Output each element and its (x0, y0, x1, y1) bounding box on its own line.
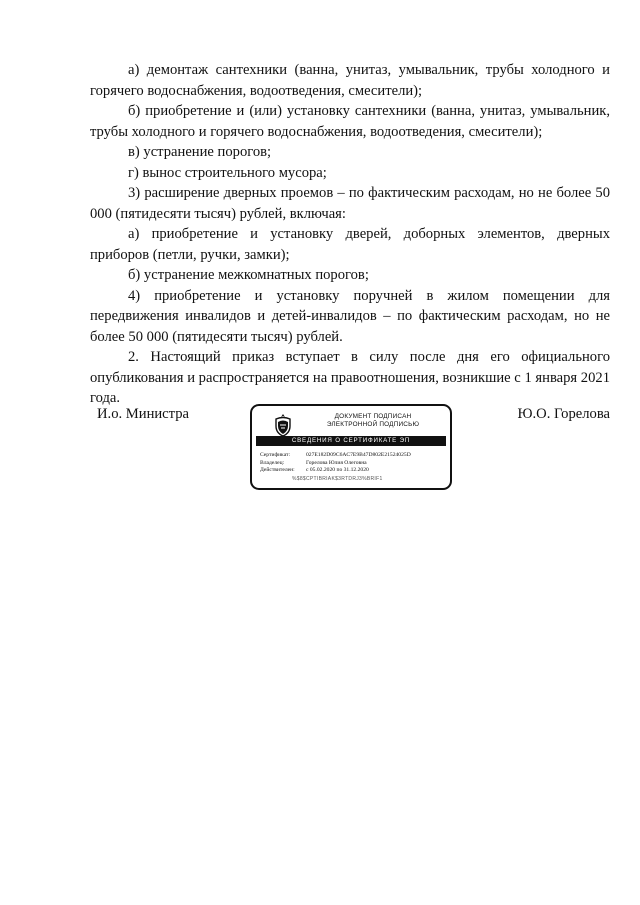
paragraph: б) устранение межкомнатных порогов; (128, 267, 369, 283)
certificate-row (260, 452, 446, 460)
paragraph: а) демонтаж сантехники (ванна, унитаз, умывальник, трубы холодного и горячего водоснабжения, водоотведения, смесители); (90, 62, 610, 99)
signature-block (0, 404, 640, 496)
paragraph: а) приобретение и установку дверей, доборных элементов, дверных приборов (петли, ручки, замки); (90, 226, 610, 263)
validity-label: Действителен: (260, 467, 295, 474)
paragraph: в) устранение порогов; (128, 144, 272, 160)
stamp-title-line: ЭЛЕКТРОННОЙ ПОДПИСЬЮ (326, 421, 420, 428)
document-body (90, 60, 610, 409)
paragraph: 3) расширение дверных проемов – по фактическим расходам, но не более 50 000 (пятидесяти тысяч) рублей, включая: (90, 185, 610, 222)
signer-position: И.о. Министра (97, 406, 189, 422)
coat-of-arms-icon (272, 413, 294, 437)
stamp-title (308, 413, 438, 429)
validity-value: с 05.02.2020 по 31.12.2020 (306, 467, 369, 474)
paragraph: 2. Настоящий приказ вступает в силу после дня его официального опубликования и распространяется на правоотношения, возникшие с 1 января 2021 года. (90, 349, 610, 406)
owner-value: Горелова Юлия Олеговна (306, 459, 367, 466)
electronic-signature-stamp (250, 404, 452, 490)
validity-row (260, 467, 446, 475)
stamp-title-line: ДОКУМЕНТ ПОДПИСАН (334, 413, 412, 420)
stamp-extra-line: %$8$CPTIBRIAK$3RTDRJ3%BRIF1 (292, 476, 383, 482)
certificate-details (260, 452, 446, 475)
signer-name: Ю.О. Горелова (517, 406, 610, 422)
paragraph: 4) приобретение и установку поручней в жилом помещении для передвижения инвалидов и детей-инвалидов – по фактическим расходам, но не более 50 000 (пятидесяти тысяч) рублей. (90, 287, 610, 345)
owner-label: Владелец: (260, 459, 285, 466)
paragraph: г) вынос строительного мусора; (128, 164, 327, 181)
certificate-label: Сертификат: (260, 452, 291, 458)
stamp-band: СВЕДЕНИЯ О СЕРТИФИКАТЕ ЭП (256, 436, 446, 446)
paragraph: б) приобретение и (или) установку сантехники (ванна, унитаз, умывальник, трубы холодного и горячего водоснабжения, водоотведения, смесители); (90, 103, 610, 140)
certificate-value: 027E182D09C6AC7E9B47D802E21524025D (306, 452, 411, 458)
